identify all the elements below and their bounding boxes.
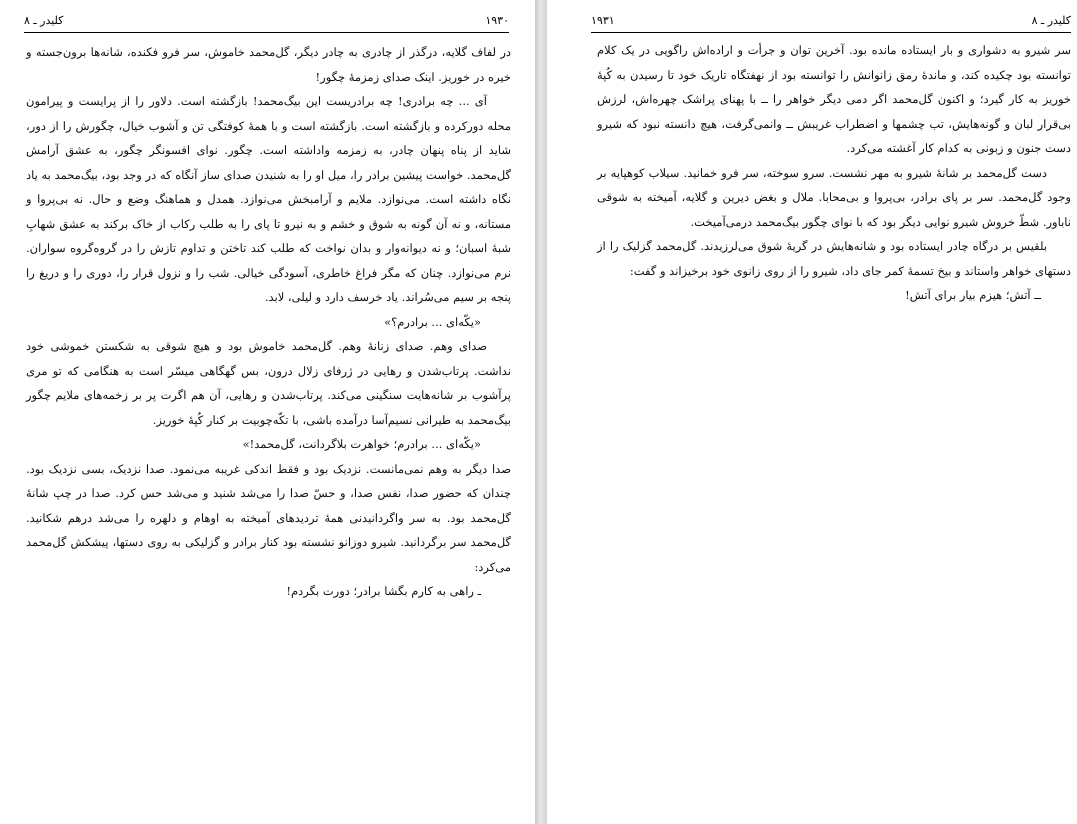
dialogue-line: ـ راهی به کارم بگشا برادر؛ دورت بگردم! — [286, 584, 481, 598]
page-body — [26, 40, 511, 604]
running-title: کلیدر ـ ۸ — [24, 14, 64, 27]
page-number: ۱۹۳۰ — [485, 14, 509, 27]
dialogue-line: ــ آتش؛ هیزم بیار برای آتش! — [905, 288, 1041, 302]
page-header — [24, 14, 509, 33]
paragraph: آی ... چه برادری! چه برادریست این بیگ‌محمد! بازگشته است. دلاور را از پرایست و پیرامون محله دورکرده و بازگشته است. بازگشته است و با همهٔ کوفتگی تن و آشوب خیال، چگورش را از دور، شاید از پناه پنهان چادر، به زمزمه واداشته است. چگور. نوای افسونگر چگور، به عشق آرامش گل‌محمد. خواست پیشین برادر را، میل او را به شنیدن صدای ساز آنگاه که در وجد بود، بیگ‌محمد به یاد نگاه داشته است. می‌نوازد. ملایم و آرامبخش می‌نوازد. همدل و هماهنگ وضع و حال. نه بی‌پروا و مستانه، و نه آن گونه به شوق و خشم و به نیرو تا پای را به طلب رکاب از خاک برکند به عشق شهابِ شبهٔ اسبان؛ و نه دیوانه‌وار و بدان نواخت که طلب کند تاختن و تداوم تازش را در گروه‌گروه سواران. نرم می‌نوازد. چنان که مگر فراغ خاطری، آسودگی خیالی. شب را و نزول قرار را، دوری را و دریغ را پنجه بر سیم می‌سُراند. یاد خرسف دارد و لیلی، لابد. — [26, 94, 511, 304]
paragraph: بلقیس بر درگاه چادر ایستاده بود و شانه‌هایش در گریهٔ شوق می‌لرزیدند. گل‌محمد گزلیک را از دستهای خواهر واستاند و بیخ تسمهٔ کمر جای داد، شیرو را از روی زانوی خود برخیزاند و گفت: — [597, 239, 1071, 278]
paragraph: دست گل‌محمد بر شانهٔ شیرو به مهر نشست. سرو سوخته، سر فرو خمانید. سیلاب کوهپایه بر وجود گل‌محمد. سر بر پای برادر، بی‌پروا و بی‌محابا. ملال و بغض دیرین و گلایه، آمیخته به شوقی ناباور. شطّ خروش شیرو نوایی دیگر بود که با نوای چگور بیگ‌محمد درمی‌آمیخت. — [597, 165, 1071, 229]
running-title: کلیدر ـ ۸ — [1031, 14, 1071, 27]
page-header — [591, 14, 1071, 33]
paragraph: در لفاف گلایه، درگذر از چادری به چادر دیگر، گل‌محمد خاموش، سر فرو فکنده، شانه‌ها برون‌جسته و خیره در خوریز. اینک صدای زمزمهٔ چگور! — [26, 45, 511, 84]
paragraph: صدا دیگر به وهم نمی‌مانست. نزدیک بود و فقط اندکی غریبه می‌نمود. صدا نزدیک، بسی نزدیک بود. چندان که حضور صدا، نفس صدا، و حسّ صدا را می‌شد شنید و می‌شد حس کرد. صدا در چپ شانهٔ گل‌محمد بود. به سر واگردانیدنی همهٔ تردیدهای آمیخته به اوهام و دلهره را می‌شد درهم شکانید. گل‌محمد سر برگردانید. شیرو دوزانو نشسته بود کنار برادر و گزلیکی به روی دستها، پیشکش گل‌محمد می‌کرد: — [26, 461, 511, 574]
paragraph: صدای وهم. صدای زنانهٔ وهم. گل‌محمد خاموش بود و هیچ شوقی به شکستن خموشی خود نداشت. پرتاب‌شدن و رهایی در ژرفای زلال درون، بس گهگاهی میسّر است به هنگامی که تو مری پرآشوب بر شانه‌هایت سنگینی می‌کند. پرتاب‌شدن و رهایی، آن هم اگرت پر بر زخمه‌های ملایم چگور بیگ‌محمد به طیرانی نسیم‌آسا درآمده باشی، با تکّه‌چوبیت بر کنار کُپهٔ خوریز. — [26, 339, 511, 427]
dialogue-line: «یکّه‌ای ... برادرم؟» — [384, 314, 481, 329]
page-number: ۱۹۳۱ — [591, 14, 615, 27]
page-gutter — [535, 0, 547, 824]
right-page — [547, 0, 1077, 824]
page-body — [597, 38, 1071, 308]
dialogue-line: «یکّه‌ای ... برادرم؛ خواهرت بلاگردانت، گل‌محمد!» — [242, 437, 481, 451]
paragraph: سر شیرو به دشواری و بار ایستاده مانده بود. آخرین توان و جرأت و اراده‌اش راگویی در یک کلام توانسته بود چکیده کند، و ماندهٔ رمق زانوانش را توانسته بود از نهفتگاه تاریک خود تا رسیدن به کُپهٔ خوریز به کار گیرد؛ و اکنون گل‌محمد اگر دمی دیگر خواهر را ــ با پهنای پراشک چهره‌اش، لرزش بی‌قرار لبان و گونه‌هایش، تب چشمها و اضطراب غریبش ــ وانمی‌گرفت، هیچ دانسته نبود که شیرو دست جنون و زبونی به کدام کار آغشته می‌کرد. — [597, 43, 1071, 155]
left-page — [0, 0, 535, 824]
